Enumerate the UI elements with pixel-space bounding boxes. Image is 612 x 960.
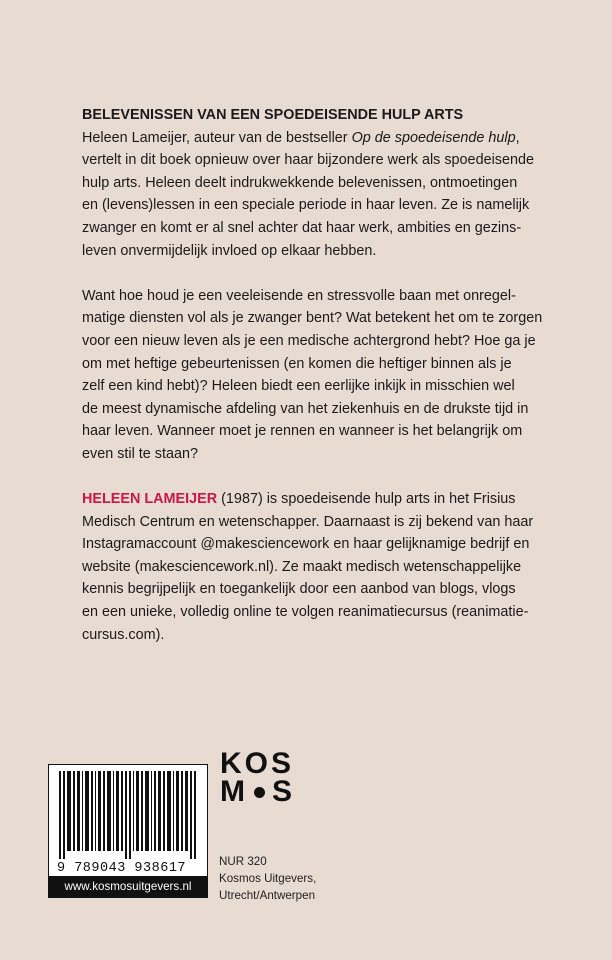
logo-line-1: KOS [220,747,295,780]
intro-text: Heleen Lameijer, auteur van de bestseller [82,129,352,146]
book-title: Op de spoedeisende hulp [351,129,516,146]
author-bio-text: (1987) is spoedeisende hulp arts in het Frisius Medisch Centrum en wetenschapper. Daarnaast is zij bekend van haar Instagramaccount @makesciencework en haar gelijknamige bedrijf en website (makesciencework.nl). Ze maakt medisch wetenschappelijke kennis begrijpelijk en toegankelijk door een aanbod van blogs, vlogs en een unieke, volledig online te volgen reanimatiecursus (reanimatie- cursus.com). [82,491,534,643]
publisher-location: Utrecht/Antwerpen [219,889,316,902]
publisher-website: www.kosmosuitgevers.nl [48,876,208,898]
logo-letter-m: M [220,775,248,808]
publisher-name: Kosmos Uitgevers, [219,872,317,885]
logo-line-2 [220,775,296,808]
blurb-text [82,104,582,646]
kosmos-logo [220,747,296,808]
barcode-icon [59,771,199,859]
blurb-paragraph-2: Want hoe houd je een veeleisende en stressvolle baan met onregel- matige diensten vol als je zwanger bent? Wat betekent het om te zorgen voor een nieuw leven als je een medische achtergrond hebt? Hoe ga je om met heftige gebeurtenissen (en komen die heftiger binnen als je zelf een kind hebt)? Heleen biedt een eerlijke inkijk in misschien wel de meest dynamische afdeling van het ziekenhuis en de drukste tijd in haar leven. Wanneer moet je rennen en wanneer is het belangrijk om even stil te staan? [82,287,543,462]
imprint-info [219,853,316,904]
logo-dot-icon [254,787,265,798]
blurb-heading: BELEVENISSEN VAN EEN SPOEDEISENDE HULP ARTS [82,107,464,123]
author-bio [82,488,582,646]
blurb-paragraph-1 [82,127,582,263]
isbn-number: 9 789043 938617 [57,861,187,876]
intro-text-continued: , vertelt in dit boek opnieuw over haar bijzondere werk als spoedeisende hulp arts. Heleen deelt indrukwekkende belevenissen, ontmoetingen en (levens)lessen in een speciale periode in haar leven. Ze is namelijk zwanger en komt er al snel achter dat haar werk, ambities en gezins- leven onvermijdelijk invloed op elkaar hebben. [82,129,534,259]
nur-code: NUR 320 [219,855,267,868]
author-name: HELEEN LAMEIJER [82,491,218,508]
logo-letter-s: S [272,775,296,808]
